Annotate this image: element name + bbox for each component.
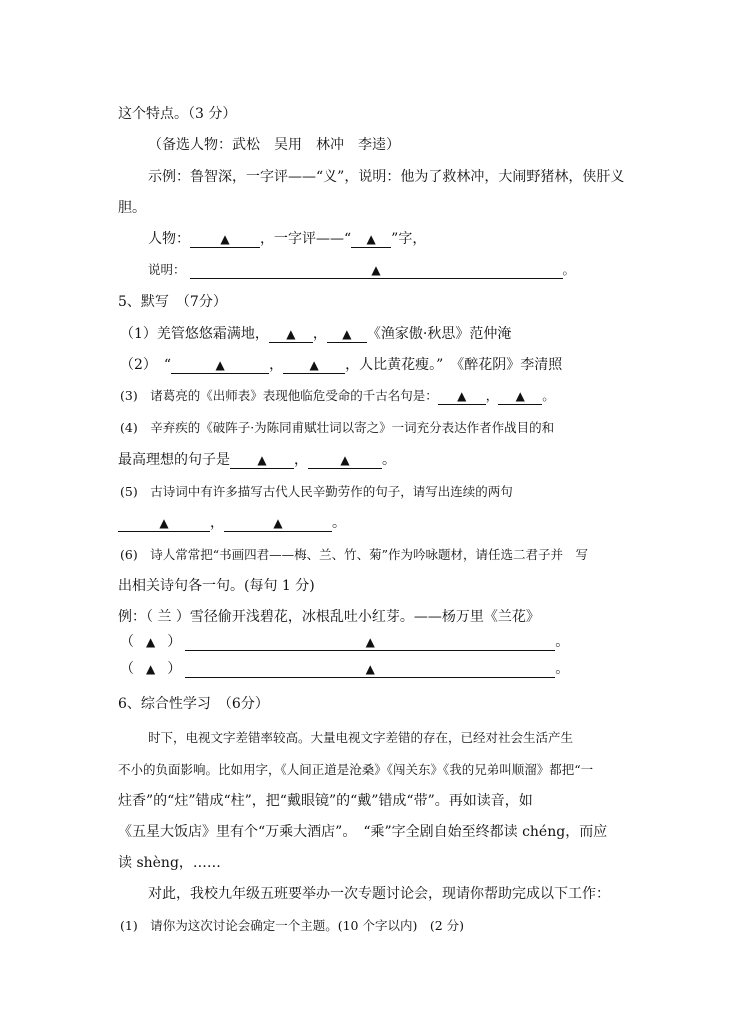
- answer-blank[interactable]: [308, 452, 382, 469]
- question-4-cont: [118, 451, 396, 469]
- question-text: ，: [312, 326, 327, 342]
- paren-left: （: [120, 634, 134, 650]
- answer-blank[interactable]: [224, 515, 332, 532]
- paren-right: ）: [167, 661, 182, 677]
- question-text: （2） “: [120, 357, 172, 373]
- question-line: (1) 请你为这次讨论会确定一个主题。(10 个字以内) (2 分): [120, 918, 465, 933]
- question-text: 。: [542, 388, 555, 403]
- answer-blank[interactable]: [185, 634, 555, 651]
- question-text: ，: [294, 452, 308, 468]
- text-line: 这个特点。（3 分）: [118, 106, 237, 122]
- example-line: 示例：鲁智深，一字评——“义”，说明：他为了救林冲，大闹野猪林，侠肝义: [148, 169, 625, 185]
- question-text: ，: [269, 357, 284, 373]
- answer-blank[interactable]: [327, 326, 367, 343]
- answer-blank[interactable]: [185, 661, 555, 678]
- question-text: 《渔家傲·秋思》范仲淹: [366, 326, 512, 342]
- question-text: 。: [382, 452, 396, 468]
- paren-right: ）: [167, 634, 182, 650]
- triangle-icon: ▲: [215, 358, 225, 372]
- example-line-cont: 胆。: [118, 200, 146, 216]
- question-5: (5) 古诗词中有许多描写古代人民辛勤劳作的句子，请写出连续的两句: [120, 484, 513, 499]
- paragraph-line: 对此，我校九年级五班要举办一次专题讨论会，现请你帮助完成以下工作：: [148, 886, 610, 902]
- triangle-icon: ▲: [342, 327, 352, 341]
- label: ”字，: [391, 231, 427, 247]
- question-1: [120, 325, 511, 343]
- section-heading: 6、综合性学习 （6分）: [118, 696, 269, 712]
- poem-answer-row: [120, 633, 569, 651]
- triangle-icon: ▲: [257, 453, 267, 467]
- question-text: 。: [555, 634, 570, 650]
- answer-blank[interactable]: [171, 357, 269, 374]
- question-text: 。: [555, 661, 570, 677]
- paragraph-line: 时下，电视文字差错率较高。大量电视文字差错的存在，已经对社会生活产生: [148, 730, 574, 745]
- label: 说明：: [148, 262, 186, 277]
- triangle-icon: ▲: [146, 662, 156, 676]
- answer-blank[interactable]: [230, 452, 294, 469]
- triangle-icon: ▲: [371, 263, 381, 277]
- triangle-icon: ▲: [159, 516, 169, 530]
- triangle-icon: ▲: [220, 232, 230, 246]
- triangle-icon: ▲: [365, 662, 375, 676]
- paragraph-line: 《五星大饭店》里有个“万乘大酒店”。 “乘”字全剧自始至终都读 chéng，而应: [118, 824, 608, 840]
- question-text: 。: [332, 515, 346, 531]
- triangle-icon: ▲: [340, 453, 350, 467]
- poem-answer-row: [120, 660, 569, 678]
- answer-blank[interactable]: [498, 388, 542, 405]
- question-5-cont: [118, 514, 346, 532]
- question-4: (4) 辛弃疾的《破阵子·为陈同甫赋壮词以寄之》一词充分表达作者作战目的和: [120, 420, 555, 435]
- paren-left: （: [120, 661, 134, 677]
- answer-blank[interactable]: [283, 357, 345, 374]
- question-text: (3) 诸葛亮的《出师表》表现他临危受命的千古名句是：: [120, 388, 438, 403]
- answer-blank[interactable]: [118, 515, 210, 532]
- section-heading: 5、默写 （7分）: [118, 294, 227, 310]
- triangle-icon: ▲: [457, 389, 467, 403]
- explain-answer-line: [148, 261, 575, 279]
- label: 。: [562, 262, 576, 277]
- question-text: ，人比黄花瘦。” 《醉花阴》李清照: [345, 357, 563, 373]
- triangle-icon: ▲: [309, 358, 319, 372]
- question-3: [120, 387, 555, 405]
- triangle-icon: ▲: [365, 635, 375, 649]
- example-poem: 例：（ 兰 ）雪径偷开浅碧花，冰根乱吐小红芽。——杨万里《兰花》: [118, 609, 540, 625]
- question-text: ，: [485, 388, 499, 403]
- question-6-cont: 出相关诗句各一句。(每句 1 分): [118, 578, 315, 594]
- triangle-icon: ▲: [515, 389, 525, 403]
- answer-blank[interactable]: [438, 388, 486, 405]
- label: 人物：: [148, 231, 190, 247]
- question-text: ，: [210, 515, 224, 531]
- triangle-icon: ▲: [146, 635, 156, 649]
- character-answer-line: [148, 230, 426, 248]
- candidate-list: （备选人物：武松 吴用 林冲 李逵）: [148, 137, 400, 153]
- question-text: （1）羌管悠悠霜满地，: [120, 326, 269, 342]
- answer-blank[interactable]: [190, 262, 563, 279]
- triangle-icon: ▲: [286, 327, 296, 341]
- triangle-icon: ▲: [366, 232, 376, 246]
- question-text: 最高理想的句子是: [118, 452, 230, 468]
- label: ，一字评——“: [260, 231, 352, 247]
- question-2: [120, 356, 562, 374]
- paragraph-line: 不小的负面影响。比如用字，《人间正道是沧桑》《闯关东》《我的兄弟叫顺溜》都把“一: [118, 762, 594, 777]
- paragraph-line: 炷香”的“炷”错成“柱”，把“戴眼镜”的“戴”错成“带”。再如读音，如: [118, 793, 533, 809]
- question-6: (6) 诗人常常把“书画四君——梅、兰、竹、菊”作为吟咏题材，请任选二君子并 写: [120, 547, 588, 562]
- answer-blank[interactable]: [351, 231, 391, 248]
- triangle-icon: ▲: [273, 516, 283, 530]
- paragraph-line: 读 shèng，……: [118, 855, 221, 871]
- answer-blank[interactable]: [269, 326, 313, 343]
- answer-blank[interactable]: [190, 231, 260, 248]
